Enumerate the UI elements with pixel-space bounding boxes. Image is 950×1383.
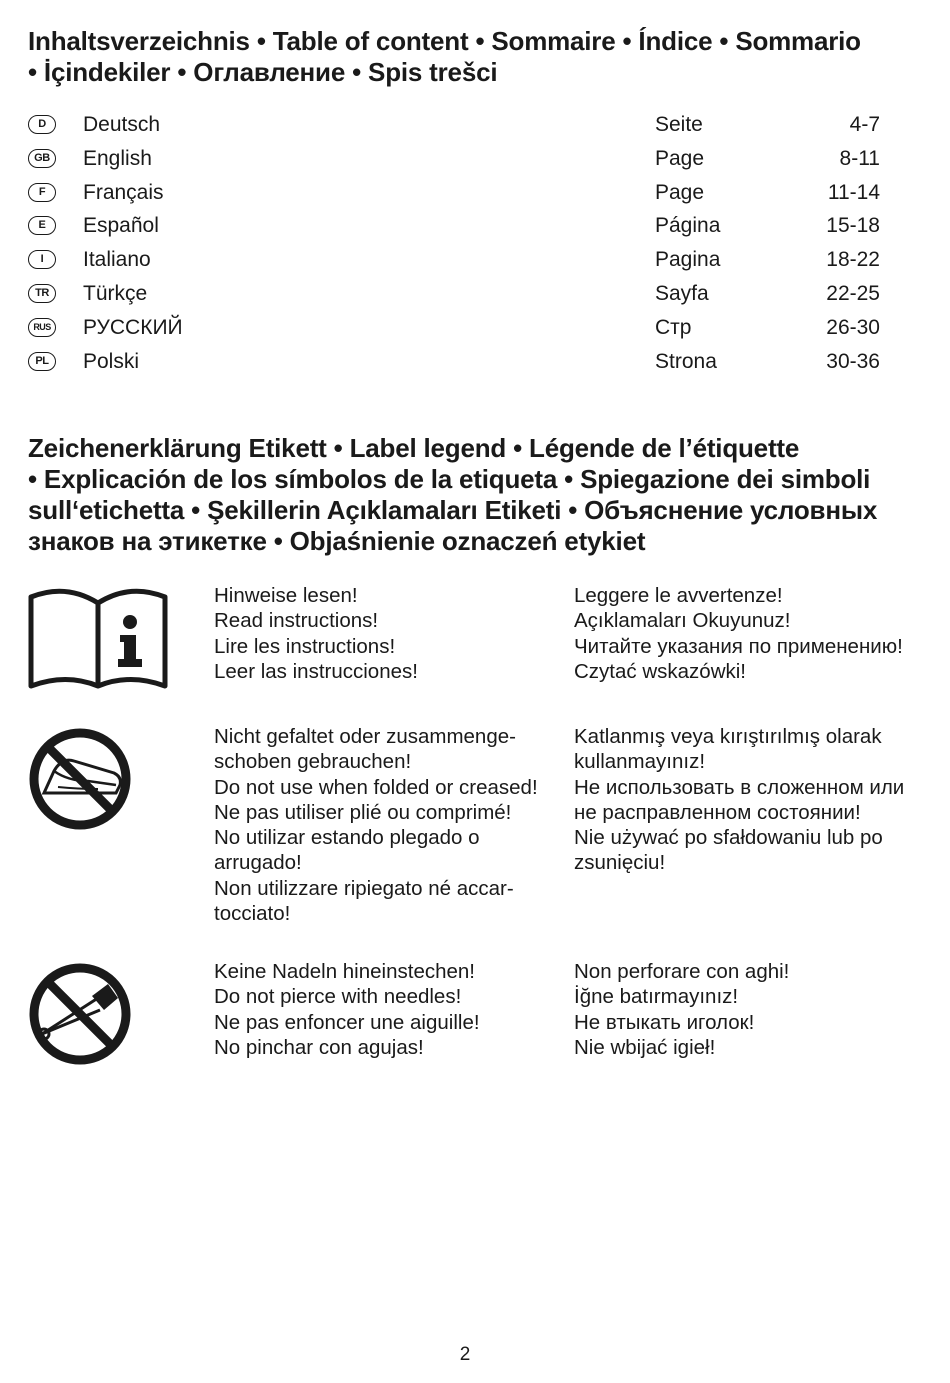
language-code-badge: F [28,183,56,202]
language-code-badge: PL [28,352,56,371]
toc-heading-line: • İçindekiler • Оглавление • Spis trešci [28,57,498,87]
legend-line: No utilizar estando plegado o [214,826,480,850]
page-range: 18-22 [826,248,880,272]
legend-line: Читайте указания по применению! [574,634,903,658]
toc-row [28,146,880,180]
legend-text-col [574,959,789,1060]
legend-line: Nie używać po sfałdowaniu lub po [574,826,883,850]
legend-line: zsunięciu! [574,851,666,875]
legend-heading-line: • Explicación de los símbolos de la etiqueta • Spiegazione dei simboli [28,464,871,494]
legend-text-col [214,959,480,1060]
legend-line: не расправленном состоянии! [574,800,861,824]
legend-line: Non utilizzare ripiegato né accar- [214,876,514,900]
legend-heading-line: знаков на этикетке • Objaśnienie oznaczeń etykiet [28,526,646,556]
legend-line: İğne batırmayınız! [574,985,739,1009]
page-word: Página [655,214,721,238]
legend-line: Do not pierce with needles! [214,985,462,1009]
page-range: 30-36 [826,349,880,373]
legend-line: Leer las instrucciones! [214,659,418,683]
toc-heading [28,26,908,88]
legend-line: Nie wbijać igieł! [574,1035,716,1059]
toc-list [28,112,880,382]
language-name: Polski [83,349,140,373]
language-code-badge: GB [28,149,56,168]
toc-row [28,349,880,383]
no-folding-icon [28,727,132,831]
legend-line: Keine Nadeln hineinstechen! [214,960,475,983]
legend-line: Czytać wskazówki! [574,659,747,683]
toc-heading-line: Inhaltsverzeichnis • Table of content • Sommaire • Índice • Sommario [28,26,861,56]
legend-line: Ne pas utiliser plié ou comprimé! [214,800,512,824]
toc-row [28,112,880,146]
legend-line: Nicht gefaltet oder zusammenge- [214,725,516,748]
language-name: English [83,146,152,170]
toc-row [28,281,880,315]
legend-line: Не втыкать иголок! [574,1010,755,1034]
legend-line: Ne pas enfoncer une aiguille! [214,1010,480,1034]
page-range: 22-25 [826,281,880,305]
legend-line: Lire les instructions! [214,634,396,658]
legend-line: Non perforare con aghi! [574,960,790,983]
language-name: РУССКИЙ [83,315,183,339]
page-word: Стр [655,315,692,339]
legend-line: Не использовать в сложенном или [574,775,905,799]
page-range: 8-11 [839,146,880,170]
page-range: 11-14 [827,180,880,204]
page-number: 2 [459,1344,471,1365]
legend-text-col [574,724,904,876]
legend-text-col [214,583,418,684]
page-range: 4-7 [849,113,880,136]
page-word: Sayfa [655,281,709,305]
language-name: Deutsch [83,113,161,136]
page-word: Page [655,180,705,204]
legend-line: Hinweise lesen! [214,584,358,607]
legend-line: Açıklamaları Okuyunuz! [574,609,791,633]
legend-heading-line: sull‘etichetta • Şekillerin Açıklamaları Etiketi • Объяснение условных [28,495,878,525]
legend-line: tocciato! [214,902,291,926]
page-word: Pagina [655,248,721,272]
toc-row [28,247,880,281]
legend-line: Read instructions! [214,609,379,633]
read-instructions-icon [28,587,168,689]
page-range: 26-30 [826,315,880,339]
page-word: Seite [655,113,703,136]
language-code-badge: TR [28,284,56,303]
language-code-badge: RUS [28,318,56,337]
page-word: Page [655,146,705,170]
legend-line: Leggere le avvertenze! [574,584,783,607]
legend-line: Do not use when folded or creased! [214,775,538,799]
legend-line: Katlanmış veya kırıştırılmış olarak [574,725,882,748]
toc-row [28,213,880,247]
language-code-badge: I [28,250,56,269]
no-pins-icon [28,962,132,1066]
page-range: 15-18 [826,214,880,238]
toc-row [28,315,880,349]
legend-line: schoben gebrauchen! [214,750,412,774]
legend-line: No pinchar con agujas! [214,1035,424,1059]
language-code-badge: D [28,115,56,134]
language-code-badge: E [28,216,56,235]
legend-heading [28,433,908,557]
language-name: Français [83,180,164,204]
language-name: Italiano [83,248,151,272]
language-name: Español [83,214,159,238]
language-name: Türkçe [83,281,148,305]
legend-text-col [214,724,538,926]
page-word: Strona [655,349,717,373]
legend-line: kullanmayınız! [574,750,706,774]
toc-row [28,180,880,214]
legend-line: arrugado! [214,851,302,875]
legend-heading-line: Zeichenerklärung Etikett • Label legend • Légende de l’étiquette [28,433,800,463]
legend-text-col [574,583,903,684]
